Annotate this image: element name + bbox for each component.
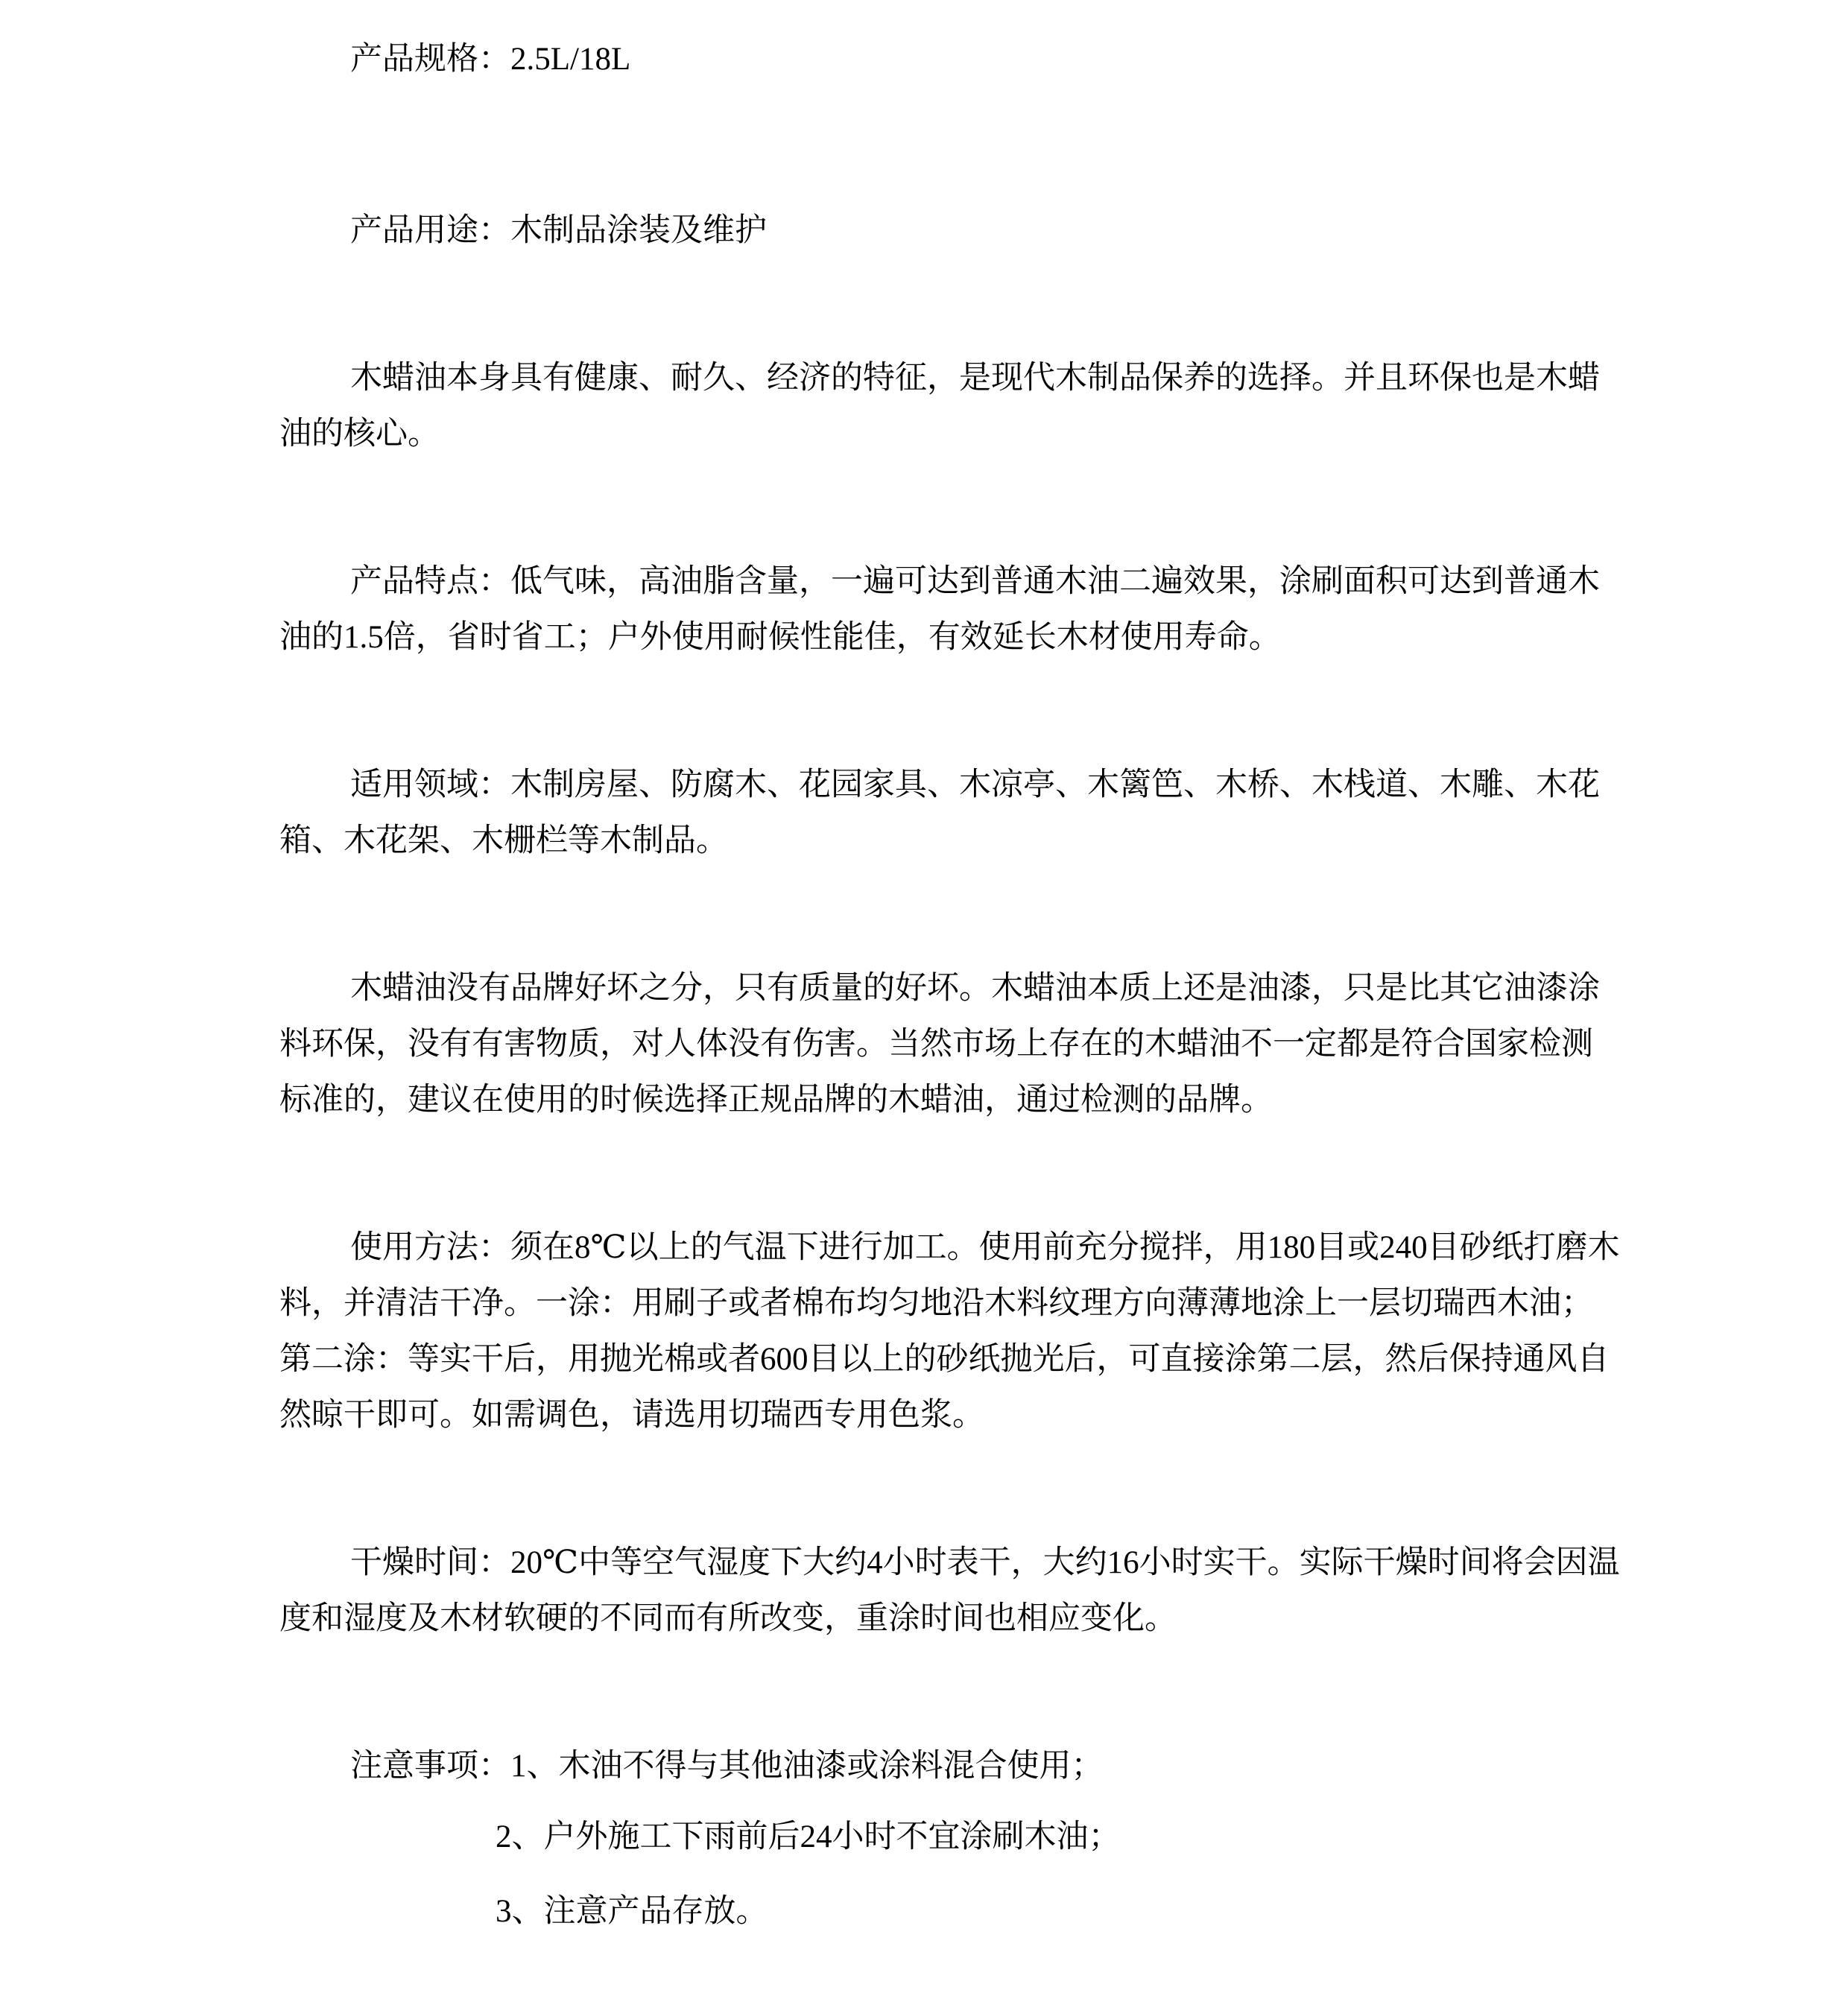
text-line: 木蜡油本身具有健康、耐久、经济的特征，是现代木制品保养的选择。并且环保也是木蜡 — [350, 361, 1600, 396]
text-line: 产品特点：低气味，高油脂含量，一遍可达到普通木油二遍效果，涂刷面积可达到普通木 — [350, 564, 1600, 599]
paragraph-product-spec — [279, 31, 1569, 87]
text-line: 油的1.5倍，省时省工；户外使用耐候性能佳，有效延长木材使用寿命。 — [279, 620, 1281, 655]
paragraph-instructions — [279, 1220, 1620, 1443]
text-line: 适用领域：木制房屋、防腐木、花园家具、木凉亭、木篱笆、木桥、木栈道、木雕、木花 — [350, 767, 1600, 802]
text-line: 料，并清洁干净。一涂：用刷子或者棉布均匀地沿木料纹理方向薄薄地涂上一层切瑞西木油； — [279, 1286, 1593, 1321]
text-line-note-3: 3、注意产品存放。 — [496, 1894, 768, 1929]
text-line-note-1: 注意事项：1、木油不得与其他油漆或涂料混合使用； — [350, 1749, 1104, 1784]
text-line-product-usage: 产品用途：木制品涂装及维护 — [350, 213, 767, 248]
paragraph-brand-quality — [279, 960, 1600, 1128]
text-line: 料环保，没有有害物质，对人体没有伤害。当然市场上存在的木蜡油不一定都是符合国家检测 — [279, 1027, 1593, 1062]
text-line: 标准的，建议在使用的时候选择正规品牌的木蜡油，通过检测的品牌。 — [279, 1083, 1273, 1118]
paragraph-notes-item-2 — [279, 1809, 1569, 1865]
text-line: 干燥时间：20℃中等空气湿度下大约4小时表干，大约16小时实干。实际干燥时间将会因温 — [350, 1545, 1620, 1580]
text-line: 油的核心。 — [279, 416, 440, 451]
paragraph-intro — [279, 350, 1600, 462]
text-line: 第二涂：等实干后，用抛光棉或者600目以上的砂纸抛光后，可直接涂第二层，然后保持通风自 — [279, 1342, 1610, 1377]
text-line-product-spec: 产品规格：2.5L/18L — [350, 42, 631, 77]
text-line: 箱、木花架、木栅栏等木制品。 — [279, 823, 728, 858]
paragraph-product-usage — [279, 203, 1569, 259]
text-line: 度和湿度及木材软硬的不同而有所改变，重涂时间也相应变化。 — [279, 1601, 1177, 1636]
paragraph-features — [279, 554, 1600, 665]
text-line: 然晾干即可。如需调色，请选用切瑞西专用色浆。 — [279, 1398, 984, 1433]
text-line: 木蜡油没有品牌好坏之分，只有质量的好坏。木蜡油本质上还是油漆，只是比其它油漆涂 — [350, 971, 1600, 1006]
paragraph-drying-time — [279, 1535, 1620, 1647]
text-line: 使用方法：须在8℃以上的气温下进行加工。使用前充分搅拌，用180目或240目砂纸打磨木 — [350, 1230, 1620, 1265]
paragraph-applications — [279, 757, 1600, 869]
paragraph-notes-item-1 — [279, 1738, 1569, 1794]
paragraph-notes-item-3 — [279, 1883, 1569, 1939]
text-line-note-2: 2、户外施工下雨前后24小时不宜涂刷木油； — [496, 1819, 1121, 1854]
